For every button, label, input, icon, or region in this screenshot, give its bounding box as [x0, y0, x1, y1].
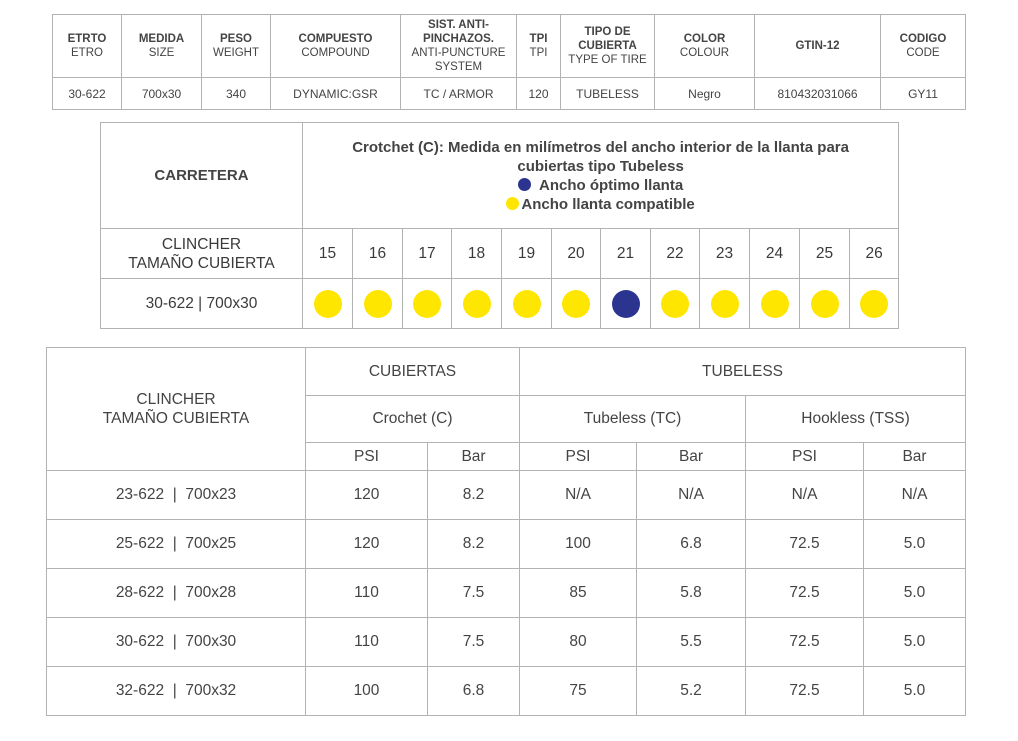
- rim-width: 23: [700, 229, 750, 279]
- table-row: [47, 471, 966, 520]
- crochet-psi: 120: [306, 520, 428, 569]
- tubeless-bar: 6.8: [637, 520, 746, 569]
- compat-cell: [800, 279, 850, 329]
- rim-width: 24: [750, 229, 800, 279]
- rim-size-label: CLINCHER TAMAÑO CUBIERTA: [101, 229, 303, 279]
- crotchet-legend: [303, 123, 899, 229]
- table-row: [47, 569, 966, 618]
- spec-header-tpi: TPI TPI: [517, 15, 561, 78]
- rim-compat-row: [101, 279, 899, 329]
- hookless-psi: 72.5: [746, 569, 864, 618]
- pressure-group-row: [47, 348, 966, 396]
- unit-bar: Bar: [637, 443, 746, 471]
- spec-header-row: [53, 15, 966, 78]
- unit-psi: PSI: [520, 443, 637, 471]
- spec-value-tipo-cubierta: TUBELESS: [561, 78, 655, 110]
- compatible-dot-icon: [506, 197, 519, 210]
- optimal-dot-icon: [518, 178, 531, 191]
- tubeless-psi: 100: [520, 520, 637, 569]
- rim-width: 21: [601, 229, 651, 279]
- unit-psi: PSI: [746, 443, 864, 471]
- spec-value-tpi: 120: [517, 78, 561, 110]
- pressure-size-label: CLINCHER TAMAÑO CUBIERTA: [47, 348, 306, 471]
- spec-header-codigo: CODIGO CODE: [881, 15, 966, 78]
- rim-width: 22: [651, 229, 700, 279]
- rim-width-row: [101, 229, 899, 279]
- carretera-label: CARRETERA: [101, 123, 303, 229]
- spec-value-compuesto: DYNAMIC:GSR: [271, 78, 401, 110]
- rim-header-row: [101, 123, 899, 229]
- compat-cell: [700, 279, 750, 329]
- compatible-dot-icon: [661, 290, 689, 318]
- compatible-dot-icon: [513, 290, 541, 318]
- crotchet-title: Crotchet (C): Medida en milímetros del ancho interior de la llanta para cubiertas tipo Tubeless: [352, 138, 849, 175]
- compat-cell: [353, 279, 403, 329]
- spec-value-etrto: 30-622: [53, 78, 122, 110]
- spec-value-peso: 340: [202, 78, 271, 110]
- crochet-psi: 110: [306, 618, 428, 667]
- row-size: 23-622 | 700x23: [47, 471, 306, 520]
- sub-crochet: Crochet (C): [306, 396, 520, 443]
- spec-header-anti-pinchazos: SIST. ANTI- PINCHAZOS. ANTI-PUNCTURE SYSTEM: [401, 15, 517, 78]
- compat-cell: [552, 279, 601, 329]
- hookless-psi: 72.5: [746, 520, 864, 569]
- rim-tire-size: 30-622 | 700x30: [101, 279, 303, 329]
- legend-optimal: [323, 176, 878, 195]
- sub-tubeless-tc: Tubeless (TC): [520, 396, 746, 443]
- spec-value-color: Negro: [655, 78, 755, 110]
- row-size: 32-622 | 700x32: [47, 667, 306, 716]
- sub-hookless-tss: Hookless (TSS): [746, 396, 966, 443]
- compat-cell: [601, 279, 651, 329]
- rim-width: 26: [850, 229, 899, 279]
- rim-width: 17: [403, 229, 452, 279]
- spec-value-anti-pinchazos: TC / ARMOR: [401, 78, 517, 110]
- compatible-dot-icon: [562, 290, 590, 318]
- spec-header-medida: MEDIDA SIZE: [122, 15, 202, 78]
- tubeless-bar: N/A: [637, 471, 746, 520]
- compatible-dot-icon: [463, 290, 491, 318]
- tubeless-psi: 75: [520, 667, 637, 716]
- compat-cell: [850, 279, 899, 329]
- rim-width: 20: [552, 229, 601, 279]
- hookless-bar: 5.0: [864, 618, 966, 667]
- rim-width: 19: [502, 229, 552, 279]
- optimal-dot-icon: [612, 290, 640, 318]
- tubeless-psi: N/A: [520, 471, 637, 520]
- crochet-psi: 120: [306, 471, 428, 520]
- spec-header-tipo-cubierta: TIPO DE CUBIERTA TYPE OF TIRE: [561, 15, 655, 78]
- crochet-bar: 7.5: [428, 569, 520, 618]
- compat-cell: [502, 279, 552, 329]
- spec-value-codigo: GY11: [881, 78, 966, 110]
- compat-cell: [403, 279, 452, 329]
- hookless-bar: 5.0: [864, 520, 966, 569]
- compatible-dot-icon: [761, 290, 789, 318]
- compatible-dot-icon: [413, 290, 441, 318]
- hookless-psi: N/A: [746, 471, 864, 520]
- compatible-dot-icon: [711, 290, 739, 318]
- compatible-dot-icon: [860, 290, 888, 318]
- hookless-bar: N/A: [864, 471, 966, 520]
- rim-width: 16: [353, 229, 403, 279]
- legend-compatible-label: Ancho llanta compatible: [521, 195, 695, 213]
- rim-width: 25: [800, 229, 850, 279]
- tubeless-bar: 5.8: [637, 569, 746, 618]
- crochet-bar: 7.5: [428, 618, 520, 667]
- crochet-bar: 6.8: [428, 667, 520, 716]
- compatible-dot-icon: [314, 290, 342, 318]
- spec-table: [52, 14, 966, 110]
- pressure-table: [46, 347, 966, 716]
- spec-value-gtin: 810432031066: [755, 78, 881, 110]
- unit-psi: PSI: [306, 443, 428, 471]
- rim-width: 18: [452, 229, 502, 279]
- spec-value-row: [53, 78, 966, 110]
- table-row: [47, 667, 966, 716]
- hookless-bar: 5.0: [864, 569, 966, 618]
- hookless-psi: 72.5: [746, 618, 864, 667]
- compatible-dot-icon: [364, 290, 392, 318]
- row-size: 30-622 | 700x30: [47, 618, 306, 667]
- compat-cell: [303, 279, 353, 329]
- compatible-dot-icon: [811, 290, 839, 318]
- spec-header-gtin: GTIN-12: [755, 15, 881, 78]
- spec-header-peso: PESO WEIGHT: [202, 15, 271, 78]
- hookless-psi: 72.5: [746, 667, 864, 716]
- row-size: 28-622 | 700x28: [47, 569, 306, 618]
- unit-bar: Bar: [864, 443, 966, 471]
- hookless-bar: 5.0: [864, 667, 966, 716]
- tubeless-psi: 85: [520, 569, 637, 618]
- group-tubeless: TUBELESS: [520, 348, 966, 396]
- rim-compatibility-table: [100, 122, 899, 329]
- unit-bar: Bar: [428, 443, 520, 471]
- compat-cell: [452, 279, 502, 329]
- legend-optimal-label: Ancho óptimo llanta: [539, 176, 684, 194]
- compat-cell: [651, 279, 700, 329]
- spec-header-compuesto: COMPUESTO COMPOUND: [271, 15, 401, 78]
- tubeless-bar: 5.2: [637, 667, 746, 716]
- legend-compatible: [323, 195, 878, 214]
- crochet-psi: 110: [306, 569, 428, 618]
- group-cubiertas: CUBIERTAS: [306, 348, 520, 396]
- row-size: 25-622 | 700x25: [47, 520, 306, 569]
- tubeless-psi: 80: [520, 618, 637, 667]
- compat-cell: [750, 279, 800, 329]
- crochet-bar: 8.2: [428, 520, 520, 569]
- tubeless-bar: 5.5: [637, 618, 746, 667]
- spec-value-medida: 700x30: [122, 78, 202, 110]
- spec-header-color: COLOR COLOUR: [655, 15, 755, 78]
- crochet-bar: 8.2: [428, 471, 520, 520]
- table-row: [47, 618, 966, 667]
- spec-header-etrto: ETRTO ETRO: [53, 15, 122, 78]
- crochet-psi: 100: [306, 667, 428, 716]
- rim-width: 15: [303, 229, 353, 279]
- table-row: [47, 520, 966, 569]
